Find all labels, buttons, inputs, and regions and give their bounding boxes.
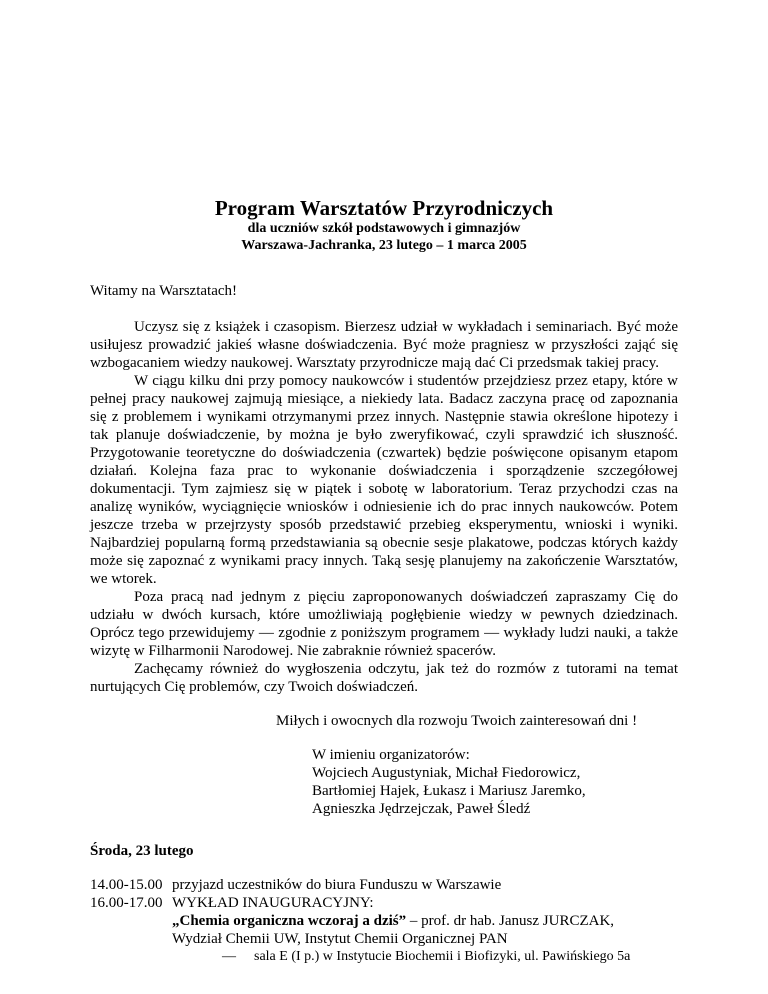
lecture-affiliation: Wydział Chemii UW, Instytut Chemii Organicznej PAN (172, 931, 508, 947)
lecture-title: „Chemia organiczna wczoraj a dziś” (172, 913, 407, 929)
lecture-venue: sala E (I p.) w Instytucie Biochemii i Biofizyki, ul. Pawińskiego 5a (254, 949, 631, 964)
subtitle-audience: dla uczniów szkół podstawowych i gimnazjów (247, 221, 521, 236)
event-time: 16.00-17.00 (90, 895, 163, 911)
event-time: 14.00-15.00 (90, 877, 163, 893)
schedule-row (90, 894, 678, 912)
wishes: Miłych i owocnych dla rozwoju Twoich zainteresowań dni ! (276, 713, 638, 729)
event-description: WYKŁAD INAUGURACYJNY: (172, 895, 374, 911)
signature-names: Wojciech Augustyniak, Michał Fiedorowicz, (312, 765, 581, 781)
page-title: Program Warsztatów Przyrodniczych (214, 196, 554, 220)
event-description: przyjazd uczestników do biura Funduszu w Warszawie (172, 877, 502, 893)
schedule (90, 876, 678, 966)
signature-names: Bartłomiej Hajek, Łukasz i Mariusz Jaremko, (312, 783, 586, 799)
intro-text (90, 318, 678, 696)
lecture-speaker: – prof. dr hab. Janusz JURCZAK, (406, 913, 615, 929)
signature-block (312, 746, 678, 818)
greeting: Witamy na Warsztatach! (90, 283, 238, 299)
document-page (90, 196, 678, 966)
paragraph: Poza pracą nad jednym z pięciu zaproponowanych doświadczeń zapraszamy Cię do udziału w dwóch kursach, które umożliwiają pogłębienie wiedzy w pewnych dziedzinach. Oprócz tego przewidujemy — zgodnie z poniższym programem — wykłady ludzi nauki, a także wizytę w Filharmonii Narodowej. Nie zabraknie również spacerów. (90, 589, 678, 659)
signature-intro: W imieniu organizatorów: (312, 747, 470, 763)
lecture-detail (172, 912, 678, 930)
lecture-venue-line (222, 948, 678, 966)
paragraph: Uczysz się z książek i czasopism. Bierzesz udział w wykładach i seminariach. Być może usiłujesz prowadzić jakieś własne doświadczenia. Być może pragniesz w przyszłości zająć się wzbogacaniem wiedzy naukowej. Warsztaty przyrodnicze mają dać Ci przedsmak takiej pracy. (90, 319, 678, 371)
schedule-row (90, 876, 678, 894)
day-heading: Środa, 23 lutego (90, 843, 194, 859)
subtitle-place-date: Warszawa-Jachranka, 23 lutego – 1 marca 2005 (241, 238, 527, 253)
paragraph: W ciągu kilku dni przy pomocy naukowców i studentów przejdziesz przez etapy, które w pełnej pracy naukowej zajmują miesiące, a niekiedy lata. Badacz zaczyna pracę od zapoznania się z problemem i wynikami otrzymanymi przez innych. Następnie stawia określone hipotezy i tak planuje doświadczenie, by można je było zweryfikować, czyli sprawdzić ich słuszność. Przygotowanie teoretyczne do doświadczenia (czwartek) będzie poświęcone opisanym etapom działań. Kolejna faza prac to wykonanie doświadczenia i sporządzenie szczegółowej dokumentacji. Tym zajmiesz się w piątek i sobotę w laboratorium. Teraz przychodzi czas na analizę wyników, wyciągnięcie wniosków i odniesienie ich do prac innych naukowców. Potem jeszcze trzeba w przejrzysty sposób przedstawić przebieg eksperymentu, wnioski i wyniki. Najbardziej popularną formą przedstawiania są obecnie sesje plakatowe, podczas których każdy może się zapoznać z wynikami pracy innych. Taką sesję planujemy na zakończenie Warsztatów, we wtorek. (90, 373, 678, 587)
paragraph: Zachęcamy również do wygłoszenia odczytu, jak też do rozmów z tutorami na temat nurtujących Cię problemów, czy Twoich doświadczeń. (90, 661, 678, 695)
venue-dash: — (222, 949, 236, 964)
signature-names: Agnieszka Jędrzejczak, Paweł Śledź (312, 801, 531, 817)
